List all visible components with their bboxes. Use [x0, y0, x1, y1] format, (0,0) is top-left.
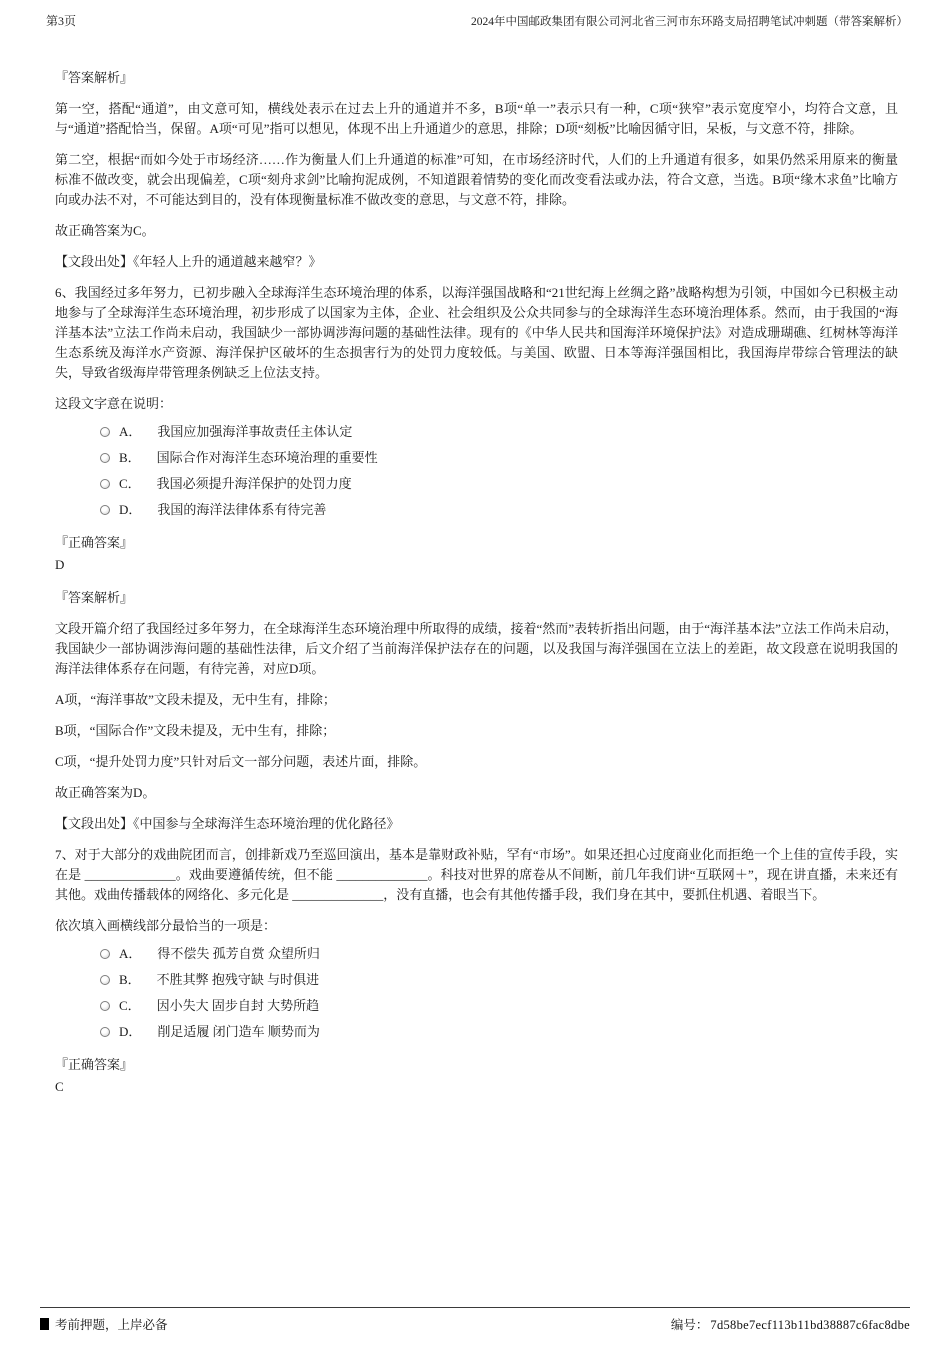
- option-text: 不胜其弊 抱残守缺 与时俱进: [156, 972, 320, 987]
- q5-analysis-paragraph-1: 第一空，搭配“通道”，由文意可知，横线处表示在过去上升的通道并不多，B项“单一”表示只有一种，C项“狭窄”表示宽度窄小，均符合文意，且与“通道”搭配恰当，保留。A项“可见”指可以想见，体现不出上升通道少的意思，排除；D项“刻板”比喻因循守旧，呆板，与文意不符，排除。: [55, 101, 898, 136]
- footer-slogan: [40, 1315, 168, 1333]
- option-text: 我国的海洋法律体系有待完善: [157, 502, 327, 517]
- question-6-option-b[interactable]: [100, 448, 898, 468]
- radio-icon[interactable]: [100, 453, 110, 463]
- option-text: 我国必须提升海洋保护的处罚力度: [156, 476, 352, 491]
- radio-icon[interactable]: [100, 505, 110, 515]
- question-6-stem: 6、我国经过多年努力，已初步融入全球海洋生态环境治理的体系，以海洋强国战略和“21世纪海上丝绸之路”战略构想为引领，中国如今已积极主动地参与了全球海洋生态环境治理，初步形成了以国家为主体，企业、社会组织及公众共同参与的全球海洋生态环境治理体系。然而，由于我国的“海洋基本法”立法工作尚未启动，我国缺少一部协调涉海问题的基础性法律。现有的《中华人民共和国海洋环境保护法》对造成珊瑚礁、红树林等海洋生态系统及海洋水产资源、海洋保护区破坏的生态损害行为的处罚力度较低。与美国、欧盟、日本等海洋强国相比，我国海岸带综合管理法的缺失，导致省级海岸带管理条例缺乏上位法支持。: [55, 285, 898, 380]
- footer-slogan-text: 考前押题，上岸必备: [55, 1318, 168, 1332]
- question-7-option-b[interactable]: [100, 970, 898, 990]
- page-number: 第3页: [46, 14, 77, 28]
- q6-correct-answer-value: D: [55, 557, 65, 572]
- option-letter: A．: [119, 424, 142, 439]
- q6-source-line: 【文段出处】《中国参与全球海洋生态环境治理的优化路径》: [55, 816, 400, 831]
- page-footer: [40, 1307, 910, 1333]
- question-6-options: [100, 422, 898, 520]
- q5-analysis-label: 『答案解析』: [55, 70, 134, 85]
- footer-code-value: 7d58be7ecf113b11bd38887c6fac8dbe: [710, 1318, 910, 1332]
- document-title: 2024年中国邮政集团有限公司河北省三河市东环路支局招聘笔试冲刺题（带答案解析）: [471, 16, 908, 28]
- option-letter: B．: [119, 450, 141, 465]
- option-letter: B．: [119, 972, 141, 987]
- radio-icon[interactable]: [100, 1001, 110, 1011]
- question-6-option-a[interactable]: [100, 422, 898, 442]
- option-text: 我国应加强海洋事故责任主体认定: [157, 424, 353, 439]
- question-7-option-d[interactable]: [100, 1022, 898, 1042]
- question-6-option-c[interactable]: [100, 474, 898, 494]
- q5-analysis-paragraph-2: 第二空，根据“而如今处于市场经济……作为衡量人们上升通道的标准”可知，在市场经济时代，人们的上升通道有很多，如果仍然采用原来的衡量标准不做改变，就会出现偏差，C项“刻舟求剑”比喻拘泥成例，不知道跟着情势的变化而改变看法或办法，符合文意，当选。B项“缘木求鱼”比喻方向或办法不对，不可能达到目的，没有体现衡量标准不做改变的意思，与文意不符，排除。: [55, 152, 898, 207]
- radio-icon[interactable]: [100, 427, 110, 437]
- option-text: 削足适履 闭门造车 顺势而为: [157, 1024, 320, 1039]
- page-header: [0, 0, 950, 29]
- q5-source-line: 【文段出处】《年轻人上升的通道越来越窄？》: [55, 254, 322, 269]
- q7-correct-answer-value: C: [55, 1079, 64, 1094]
- q6-correct-answer-label: 『正确答案』: [55, 535, 134, 550]
- q6-note-c: C项，“提升处罚力度”只针对后文一部分问题，表述片面，排除。: [55, 754, 427, 769]
- q6-conclusion: 故正确答案为D。: [55, 785, 156, 800]
- question-6-option-d[interactable]: [100, 500, 898, 520]
- option-letter: D．: [119, 1024, 142, 1039]
- q6-analysis-label: 『答案解析』: [55, 590, 134, 605]
- q5-conclusion: 故正确答案为C。: [55, 223, 155, 238]
- option-letter: D．: [119, 502, 142, 517]
- q6-analysis-paragraph: 文段开篇介绍了我国经过多年努力，在全球海洋生态环境治理中所取得的成绩，接着“然而”表转折指出问题，由于“海洋基本法”立法工作尚未启动，我国缺少一部协调涉海问题的基础性法律，后文介绍了当前海洋保护法存在的问题，以及我国与海洋强国在立法上的差距，故文段意在说明我国的海洋法律体系存在问题，有待完善，对应D项。: [55, 621, 898, 676]
- question-7-stem: 7、对于大部分的戏曲院团而言，创排新戏乃至巡回演出，基本是靠财政补贴，罕有“市场”。如果还担心过度商业化而拒绝一个上佳的宣传手段，实在是 ______________。戏曲要遵循传统，但不能 ______________。科技对世界的席卷从不间断，前几年我们讲“互联网＋”，现在讲直播，未来还有其他。戏曲传播载体的网络化、多元化是 ______________，没有直播，也会有其他传播手段，我们身在其中，要抓住机遇、着眼当下。: [55, 847, 898, 902]
- option-letter: C．: [119, 476, 141, 491]
- q6-note-a: A项，“海洋事故”文段未提及，无中生有，排除；: [55, 692, 336, 707]
- footer-code: [671, 1315, 910, 1333]
- option-text: 国际合作对海洋生态环境治理的重要性: [156, 450, 378, 465]
- question-7-options: [100, 944, 898, 1042]
- question-7-option-c[interactable]: [100, 996, 898, 1016]
- question-6-prompt: 这段文字意在说明：: [55, 396, 173, 411]
- document-body: [0, 29, 950, 1097]
- question-7-option-a[interactable]: [100, 944, 898, 964]
- radio-icon[interactable]: [100, 949, 110, 959]
- option-text: 因小失大 固步自封 大势所趋: [156, 998, 320, 1013]
- radio-icon[interactable]: [100, 975, 110, 985]
- question-7-prompt: 依次填入画横线部分最恰当的一项是：: [55, 918, 277, 933]
- q7-correct-answer-label: 『正确答案』: [55, 1057, 134, 1072]
- radio-icon[interactable]: [100, 479, 110, 489]
- option-text: 得不偿失 孤芳自赏 众望所归: [157, 946, 320, 961]
- option-letter: A．: [119, 946, 142, 961]
- option-letter: C．: [119, 998, 141, 1013]
- q6-note-b: B项，“国际合作”文段未提及，无中生有，排除；: [55, 723, 336, 738]
- radio-icon[interactable]: [100, 1027, 110, 1037]
- black-square-icon: [40, 1318, 49, 1330]
- footer-code-label: 编号：: [670, 1318, 709, 1332]
